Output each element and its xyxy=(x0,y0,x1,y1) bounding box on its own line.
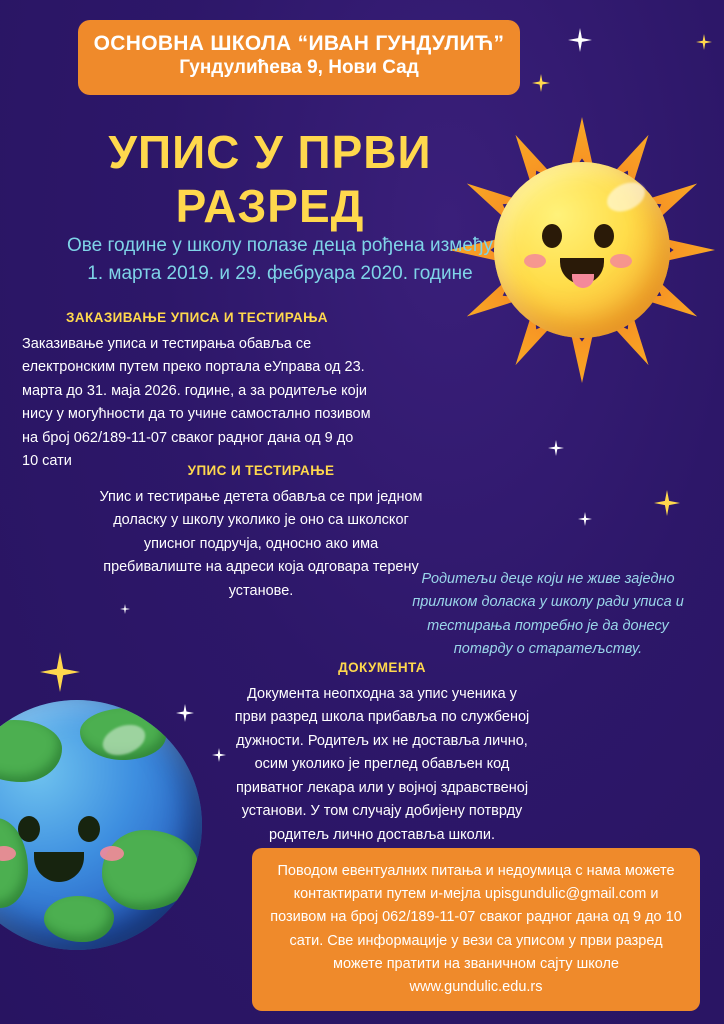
star-icon xyxy=(696,34,712,50)
star-icon xyxy=(654,490,680,516)
page-title-line1: УПИС У ПРВИ xyxy=(108,126,432,178)
section-documents-body: Документа неопходна за упис ученика у први разред школа прибавља по службеној дужности. Родитељ их не доставља лично, осим уколико је преглед обављен код приватног лекара или у војној здравственој установи. У том случају добијену потврду родитељ лично доставља школи. xyxy=(234,686,530,843)
page-title-line2: РАЗРЕД xyxy=(175,180,365,233)
section-scheduling xyxy=(22,310,372,474)
star-icon xyxy=(120,604,130,614)
school-address: Гундулићева 9, Нови Сад xyxy=(179,57,419,79)
star-icon xyxy=(212,748,226,762)
section-documents xyxy=(232,660,532,847)
section-guardianship-note: Родитељи деце који не живе заједно приликом доласка у школу ради уписа и тестирања потребно је да донесу потврду о старатељству. xyxy=(412,571,684,658)
star-icon xyxy=(532,74,550,92)
page-title xyxy=(60,125,480,234)
section-enrollment-body: Упис и тестирање детета обавља се при једном доласку у школу уколико је оно са школског уписног подручја, односно ако има пребивалиште на адреси која одговара терену установе. xyxy=(99,489,423,599)
section-enrollment-heading: УПИС И ТЕСТИРАЊЕ xyxy=(187,463,335,478)
earth-mouth xyxy=(34,852,84,882)
star-icon xyxy=(578,512,592,526)
section-scheduling-heading: ЗАКАЗИВАЊЕ УПИСА И ТЕСТИРАЊА xyxy=(66,310,328,325)
section-scheduling-body: Заказивање уписа и тестирања обавља се електронским путем преко портала еУправа од 23. марта до 31. маја 2026. године, а за родитеље који нису у могућности да то учине самостално позивом на број 062/189-11-07 сваког радног дана од 9 до 10 сати xyxy=(22,336,371,470)
star-icon xyxy=(548,440,564,456)
sun-eye-right xyxy=(594,224,614,248)
smiling-earth-illustration xyxy=(0,700,212,1000)
page-subtitle-line2: 1. марта 2019. и 29. фебруара 2020. године xyxy=(87,262,473,284)
star-icon xyxy=(568,28,592,52)
page-subtitle-line1: Ове године у школу полазе деца рођена између xyxy=(67,235,493,256)
school-name: ОСНОВНА ШКОЛА “ИВАН ГУНДУЛИЋ” xyxy=(93,32,505,55)
page-subtitle xyxy=(30,232,530,287)
contact-footer: Поводом евентуалних питања и недоумица с нама можете контактирати путем и-мејла upisgundulic@gmail.com и позивом на број 062/189-11-07 сваког радног дана од 9 до 10 сати. Све информације у вези са уписом у први разред можете пратити на званичном сајту школе www.gundulic.edu.rs xyxy=(252,848,700,1011)
star-icon xyxy=(40,652,80,692)
section-documents-heading: ДОКУМЕНТА xyxy=(338,660,426,675)
earth-eye-right xyxy=(78,816,100,842)
earth-face xyxy=(0,700,202,950)
section-enrollment xyxy=(96,463,426,603)
sun-eye-left xyxy=(542,224,562,248)
earth-eye-left xyxy=(18,816,40,842)
school-banner xyxy=(78,20,520,95)
